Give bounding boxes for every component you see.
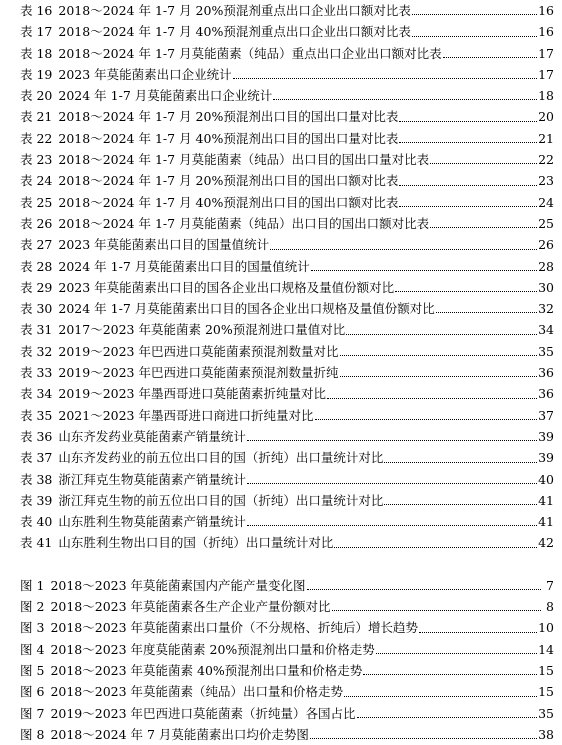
- toc-entry-title: [20, 362, 339, 383]
- toc-entry-label: 图 7: [20, 705, 45, 721]
- table-toc-entry[interactable]: [20, 532, 554, 553]
- dot-leader: [270, 249, 537, 250]
- section-gap: [20, 554, 554, 575]
- toc-entry-text: 2024 年 1-7 月莫能菌素出口目的国量值统计: [58, 258, 310, 274]
- toc-entry-text: 2018～2024 年 1-7 月 40%预混剂出口目的国出口额对比表: [58, 194, 399, 210]
- toc-entry-title: [20, 43, 442, 64]
- toc-entry-page-number: 16: [538, 3, 554, 18]
- toc-entry-label: 表 32: [20, 343, 53, 359]
- dot-leader: [412, 36, 537, 37]
- toc-entry-title: [20, 469, 246, 490]
- toc-entry-text: 2018～2023 年莫能菌素（纯品）出口量和价格走势: [50, 684, 344, 700]
- table-toc-entry[interactable]: [20, 341, 554, 362]
- toc-entry-label: 表 22: [20, 130, 53, 146]
- figure-toc-entry[interactable]: [20, 617, 554, 638]
- dot-leader: [395, 291, 537, 292]
- table-toc-entry[interactable]: [20, 256, 554, 277]
- dot-leader: [399, 206, 537, 207]
- toc-entry-label: 表 27: [20, 237, 53, 253]
- toc-entry-label: 表 34: [20, 386, 53, 402]
- toc-entry-label: 表 24: [20, 173, 53, 189]
- figure-toc-entry[interactable]: [20, 703, 554, 724]
- toc-entry-page-number: 10: [538, 620, 554, 636]
- dot-leader: [247, 483, 537, 484]
- dot-leader: [315, 419, 538, 420]
- toc-entry-text: 2019～2023 年巴西进口莫能菌素（折纯量）各国占比: [50, 705, 356, 721]
- toc-entry-title: [20, 639, 375, 660]
- table-toc-entry[interactable]: [20, 128, 554, 149]
- toc-entry-text: 浙江拜克生物的前五位出口目的国（折纯）出口量统计对比: [58, 492, 384, 508]
- toc-entry-title: [20, 21, 411, 42]
- toc-entry-label: 表 28: [20, 258, 53, 274]
- toc-entry-text: 山东胜利生物出口目的国（折纯）出口量统计对比: [58, 535, 334, 551]
- dot-leader: [247, 525, 537, 526]
- toc-entry-title: [20, 170, 398, 191]
- toc-entry-title: [20, 277, 394, 298]
- toc-entry-label: 表 29: [20, 279, 53, 295]
- toc-entry-title: [20, 681, 343, 702]
- toc-entry-page-number: 30: [538, 279, 554, 295]
- list-of-tables: [20, 0, 554, 554]
- dot-leader: [344, 696, 537, 697]
- toc-entry-title: [20, 447, 383, 468]
- toc-entry-text: 2018～2024 年 1-7 月莫能菌素（纯品）出口目的国出口额对比表: [58, 215, 430, 231]
- toc-entry-label: 表 18: [20, 45, 53, 61]
- toc-entry-page-number: 14: [538, 641, 554, 657]
- toc-entry-text: 2018～2023 年莫能菌素出口量价（不分规格、折纯后）增长趋势: [50, 620, 419, 636]
- toc-entry-page-number: 8: [546, 599, 554, 615]
- toc-entry-text: 2018～2023 年莫能菌素国内产能产量变化图: [50, 577, 306, 593]
- dot-leader: [357, 717, 538, 718]
- toc-entry-page-number: 7: [546, 577, 554, 593]
- toc-entry-label: 图 2: [20, 599, 45, 615]
- toc-entry-title: [20, 532, 333, 553]
- dot-leader: [399, 142, 537, 143]
- toc-entry-text: 浙江拜克生物莫能菌素产销量统计: [58, 471, 246, 487]
- toc-entry-label: 表 25: [20, 194, 53, 210]
- dot-leader: [340, 376, 538, 377]
- figure-toc-entry[interactable]: [20, 681, 554, 702]
- dot-leader: [443, 57, 538, 58]
- table-toc-entry[interactable]: [20, 213, 554, 234]
- toc-entry-label: 图 8: [20, 726, 45, 742]
- toc-entry-text: 2018～2024 年 1-7 月 40%预混剂重点出口企业出口额对比表: [58, 24, 411, 40]
- table-toc-entry[interactable]: [20, 64, 554, 85]
- toc-entry-label: 表 36: [20, 428, 53, 444]
- dot-leader: [384, 504, 537, 505]
- table-toc-entry[interactable]: [20, 149, 554, 170]
- dot-leader: [247, 440, 537, 441]
- toc-entry-text: 2024 年 1-7 月莫能菌素出口目的国各企业出口规格及量值份额对比: [58, 301, 435, 317]
- toc-entry-text: 2023 年莫能菌素出口企业统计: [58, 66, 232, 82]
- table-toc-entry[interactable]: [20, 277, 554, 298]
- toc-entry-label: 表 16: [20, 3, 53, 18]
- toc-entry-page-number: 38: [538, 726, 554, 742]
- dot-leader: [346, 334, 537, 335]
- toc-entry-page-number: 23: [538, 173, 554, 189]
- table-toc-entry[interactable]: [20, 490, 554, 511]
- toc-entry-label: 表 33: [20, 365, 53, 381]
- figure-toc-entry[interactable]: [20, 660, 554, 681]
- toc-entry-text: 2018～2024 年 1-7 月莫能菌素（纯品）重点出口企业出口额对比表: [58, 45, 442, 61]
- toc-entry-page-number: 18: [538, 88, 554, 104]
- toc-entry-title: [20, 383, 326, 404]
- toc-entry-page-number: 15: [538, 684, 554, 700]
- toc-entry-label: 表 17: [20, 24, 53, 40]
- toc-entry-title: [20, 724, 309, 745]
- toc-entry-text: 2018～2024 年 1-7 月 40%预混剂出口目的国出口量对比表: [58, 130, 399, 146]
- figure-toc-entry[interactable]: [20, 575, 554, 596]
- toc-entry-title: [20, 596, 331, 617]
- table-toc-entry[interactable]: [20, 106, 554, 127]
- toc-entry-title: [20, 575, 306, 596]
- toc-entry-title: [20, 511, 246, 532]
- toc-entry-label: 图 1: [20, 577, 45, 593]
- table-toc-entry[interactable]: [20, 234, 554, 255]
- toc-entry-page-number: 36: [538, 365, 554, 381]
- toc-entry-page-number: 32: [538, 301, 554, 317]
- toc-entry-page-number: 20: [538, 109, 554, 125]
- toc-entry-text: 2018～2023 年莫能菌素各生产企业产量份额对比: [50, 599, 331, 615]
- dot-leader: [307, 589, 541, 590]
- toc-entry-title: [20, 128, 398, 149]
- list-of-figures: [20, 575, 554, 745]
- toc-entry-page-number: 21: [538, 130, 554, 146]
- toc-entry-label: 表 19: [20, 66, 53, 82]
- toc-entry-label: 表 37: [20, 450, 53, 466]
- table-toc-entry[interactable]: [20, 426, 554, 447]
- toc-entry-page-number: 42: [538, 535, 554, 551]
- toc-entry-text: 2018～2024 年 7 月莫能菌素出口均价走势图: [50, 726, 309, 742]
- table-toc-entry[interactable]: [20, 85, 554, 106]
- toc-entry-title: [20, 617, 418, 638]
- dot-leader: [419, 632, 537, 633]
- toc-entry-page-number: 17: [538, 45, 554, 61]
- toc-entry-title: [20, 490, 383, 511]
- dot-leader: [399, 121, 537, 122]
- toc-entry-page-number: 39: [538, 450, 554, 466]
- table-toc-entry[interactable]: [20, 170, 554, 191]
- dot-leader: [334, 547, 537, 548]
- toc-entry-text: 2018～2024 年 1-7 月莫能菌素（纯品）出口目的国出口量对比表: [58, 152, 430, 168]
- toc-entry-page-number: 15: [538, 662, 554, 678]
- table-toc-entry[interactable]: [20, 0, 554, 21]
- toc-entry-title: [20, 0, 411, 21]
- toc-entry-title: [20, 213, 429, 234]
- figure-toc-entry[interactable]: [20, 596, 554, 617]
- toc-entry-page-number: 35: [538, 343, 554, 359]
- toc-entry-page-number: 36: [538, 386, 554, 402]
- dot-leader: [273, 99, 537, 100]
- toc-entry-label: 表 40: [20, 514, 53, 530]
- toc-entry-page-number: 34: [538, 322, 554, 338]
- toc-entry-label: 表 21: [20, 109, 53, 125]
- toc-entry-label: 图 5: [20, 662, 45, 678]
- toc-entry-label: 表 39: [20, 492, 53, 508]
- toc-entry-page-number: 41: [538, 492, 554, 508]
- toc-entry-text: 2019～2023 年巴西进口莫能菌素预混剂数量对比: [58, 343, 339, 359]
- toc-entry-title: [20, 256, 310, 277]
- toc-entry-page-number: 25: [538, 215, 554, 231]
- toc-entry-label: 表 35: [20, 407, 53, 423]
- dot-leader: [430, 163, 537, 164]
- dot-leader: [430, 227, 537, 228]
- toc-entry-page-number: 37: [538, 407, 554, 423]
- toc-entry-label: 表 38: [20, 471, 53, 487]
- toc-entry-title: [20, 426, 246, 447]
- figure-toc-entry[interactable]: [20, 639, 554, 660]
- table-toc-entry[interactable]: [20, 43, 554, 64]
- table-toc-entry[interactable]: [20, 383, 554, 404]
- figure-toc-entry[interactable]: [20, 724, 554, 745]
- toc-entry-title: [20, 341, 339, 362]
- toc-entry-text: 山东齐发药业莫能菌素产销量统计: [58, 428, 246, 444]
- toc-entry-page-number: 39: [538, 428, 554, 444]
- toc-entry-text: 2018～2024 年 1-7 月 20%预混剂出口目的国出口额对比表: [58, 173, 399, 189]
- toc-entry-label: 图 6: [20, 684, 45, 700]
- toc-entry-text: 2021～2023 年墨西哥进口商进口折纯量对比: [58, 407, 314, 423]
- toc-entry-page-number: 22: [538, 152, 554, 168]
- table-toc-entry[interactable]: [20, 405, 554, 426]
- toc-entry-page-number: 16: [538, 24, 554, 40]
- table-toc-entry[interactable]: [20, 362, 554, 383]
- toc-entry-title: [20, 106, 398, 127]
- dot-leader: [363, 674, 537, 675]
- toc-entry-text: 2017～2023 年莫能菌素 20%预混剂进口量值对比: [58, 322, 346, 338]
- dot-leader: [384, 462, 537, 463]
- toc-entry-text: 2023 年莫能菌素出口目的国各企业出口规格及量值份额对比: [58, 279, 395, 295]
- toc-entry-title: [20, 64, 232, 85]
- toc-entry-page-number: 41: [538, 514, 554, 530]
- toc-entry-label: 表 30: [20, 301, 53, 317]
- toc-entry-text: 山东胜利生物莫能菌素产销量统计: [58, 514, 246, 530]
- table-toc-entry[interactable]: [20, 319, 554, 340]
- toc-entry-label: 表 31: [20, 322, 53, 338]
- table-of-contents: [20, 0, 554, 745]
- dot-leader: [340, 355, 538, 356]
- table-toc-entry[interactable]: [20, 469, 554, 490]
- toc-entry-text: 2019～2023 年巴西进口莫能菌素预混剂数量折纯: [58, 365, 339, 381]
- toc-entry-text: 2019～2023 年墨西哥进口莫能菌素折纯量对比: [58, 386, 326, 402]
- dot-leader: [233, 78, 537, 79]
- table-toc-entry[interactable]: [20, 21, 554, 42]
- toc-entry-label: 表 20: [20, 88, 53, 104]
- toc-entry-title: [20, 149, 429, 170]
- dot-leader: [399, 185, 537, 186]
- toc-entry-page-number: 28: [538, 258, 554, 274]
- toc-entry-label: 表 41: [20, 535, 53, 551]
- toc-entry-text: 2023 年莫能菌素出口目的国量值统计: [58, 237, 270, 253]
- toc-entry-title: [20, 319, 345, 340]
- dot-leader: [327, 398, 537, 399]
- table-toc-entry[interactable]: [20, 298, 554, 319]
- table-toc-entry[interactable]: [20, 447, 554, 468]
- toc-entry-text: 2018～2023 年度莫能菌素 20%预混剂出口量和价格走势: [50, 641, 375, 657]
- toc-entry-page-number: 35: [538, 705, 554, 721]
- toc-entry-label: 图 4: [20, 641, 45, 657]
- toc-entry-text: 2018～2024 年 1-7 月 20%预混剂出口目的国出口量对比表: [58, 109, 399, 125]
- toc-entry-text: 2018～2024 年 1-7 月 20%预混剂重点出口企业出口额对比表: [58, 3, 411, 18]
- toc-entry-page-number: 40: [538, 471, 554, 487]
- toc-entry-title: [20, 703, 356, 724]
- dot-leader: [412, 14, 537, 15]
- dot-leader: [310, 738, 537, 739]
- toc-entry-text: 2024 年 1-7 月莫能菌素出口企业统计: [58, 88, 273, 104]
- dot-leader: [376, 653, 537, 654]
- toc-entry-text: 2018～2023 年莫能菌素 40%预混剂出口量和价格走势: [50, 662, 363, 678]
- toc-entry-page-number: 26: [538, 237, 554, 253]
- toc-entry-title: [20, 192, 398, 213]
- table-toc-entry[interactable]: [20, 511, 554, 532]
- toc-entry-label: 表 26: [20, 215, 53, 231]
- dot-leader: [311, 270, 537, 271]
- toc-entry-title: [20, 85, 272, 106]
- toc-entry-title: [20, 298, 435, 319]
- dot-leader: [436, 312, 537, 313]
- dot-leader: [332, 610, 541, 611]
- toc-entry-title: [20, 660, 362, 681]
- toc-entry-text: 山东齐发药业的前五位出口目的国（折纯）出口量统计对比: [58, 450, 384, 466]
- toc-entry-page-number: 24: [538, 194, 554, 210]
- toc-entry-page-number: 17: [538, 66, 554, 82]
- table-toc-entry[interactable]: [20, 192, 554, 213]
- toc-entry-label: 图 3: [20, 620, 45, 636]
- toc-entry-title: [20, 405, 314, 426]
- toc-entry-title: [20, 234, 269, 255]
- toc-entry-label: 表 23: [20, 152, 53, 168]
